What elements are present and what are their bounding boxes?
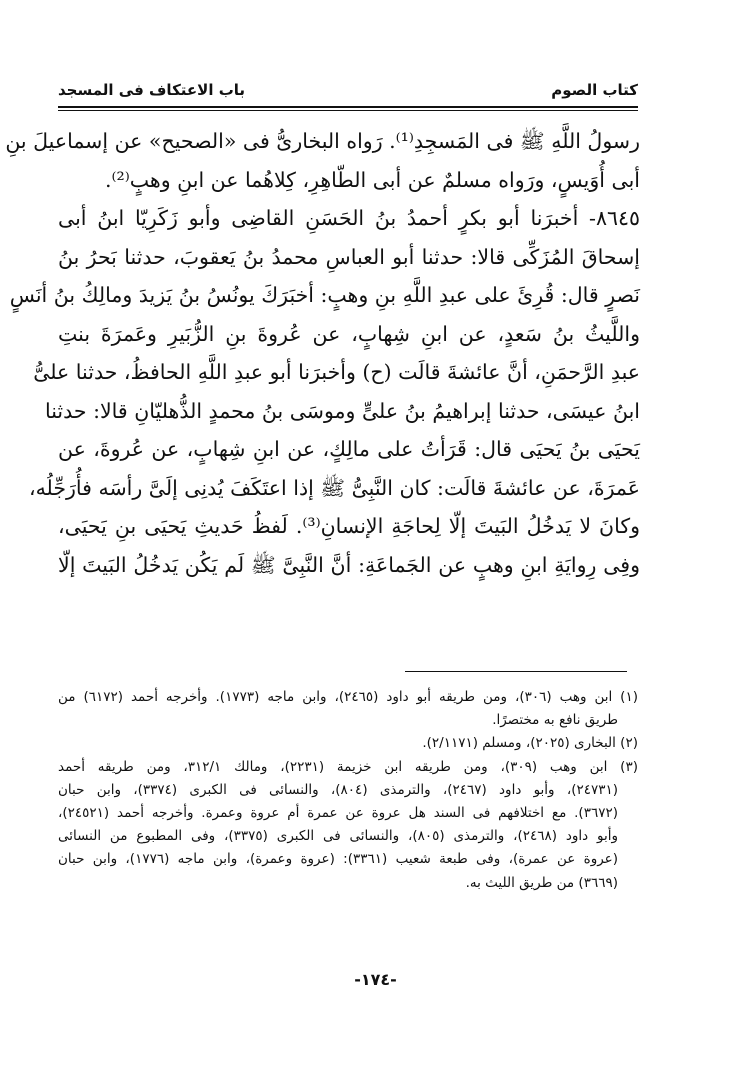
- text-line: ابنُ عيسَى، حدثنا إبراهيمُ بنُ علىٍّ وموسَى بنُ محمدٍ الذُّهليّانِ قالا: حدثنا: [44, 398, 640, 423]
- footnote-line: (١) ابن وهب (٣٠٦)، ومن طريقه أبو داود (٢٤٦٥)، وابن ماجه (١٧٧٣). وأخرجه أحمد (٦١٧٢) من: [58, 689, 638, 705]
- text-line: عَمرَةَ، عن عائشةَ قالَت: كان النَّبِىُّ ﷺ إذا اعتَكَفَ يُدنِى إلَىَّ رأسَه فأُرَجِّلُه،: [28, 475, 640, 500]
- page-number: -١٧٤-: [354, 970, 397, 989]
- footnote-line: (٢٤٧٣١)، وأبو داود (٢٤٦٧)، والترمذى (٨٠٤)، والنسائى فى الكبرى (٣٣٧٤)، وابن حبان: [58, 781, 619, 798]
- text-line: يَحيَى بنُ يَحيَى قال: قَرَأتُ على مالِكٍ، عن ابنِ شِهابٍ، عن عُروةَ، عن: [58, 437, 640, 461]
- hadith-line: ٨٦٤٥- أخبرَنا أبو بكرٍ أحمدُ بنُ الحَسَنِ القاضِى وأبو زَكَرِيّا ابنُ أبى: [58, 206, 640, 230]
- footnote-line: (٣٦٦٩) من طريق الليث به.: [465, 874, 618, 891]
- text-line: وفِى رِوايَةِ ابنِ وهبٍ عن الجَماعَةِ: أنَّ النَّبِىَّ ﷺ لَم يَكُن يَدخُلُ البَيتَ إلّا: [58, 552, 640, 577]
- footnote-separator: [405, 671, 627, 672]
- text-line: رسولُ اللَّهِ ﷺ فى المَسجِدِ⁽¹⁾. رَواه البخارىُّ فى «الصحيح» عن إسماعيلَ بنِ: [5, 129, 640, 153]
- text-line: نَصرٍ قال: قُرِئَ على عبدِ اللَّهِ بنِ وهبٍ: أخبَرَكَ يونُسُ بنُ يَزيدَ ومالِكُ بنُ أنَسٍ: [9, 283, 640, 307]
- footnote-line: طريق نافع به مختصرًا.: [492, 712, 618, 729]
- footnote-line: (٢) البخارى (٢٠٢٥)، ومسلم (٢/١١٧١).: [422, 735, 638, 752]
- header-rule-thin: [58, 110, 638, 111]
- text-line: وكانَ لا يَدخُلُ البَيتَ إلّا لِحاجَةِ الإنسانِ⁽³⁾. لَفظُ حَديثِ يَحيَى بنِ يَحيَى،: [58, 514, 640, 538]
- text-line: عبدِ الرَّحمَنِ، أنَّ عائشةَ قالَت (ح) وأخبرَنا أبو عبدِ اللَّهِ الحافظُ، حدثنا علىُّ: [33, 360, 640, 384]
- footnote-line: (عروة عن عمرة)، وفى طبعة شعيب (٣٣٦١): (عروة وعمرة)، وابن ماجه (١٧٧٦)، وابن حبان: [58, 851, 618, 868]
- footnote-line: (٣٦٧٢). مع اختلافهم فى السند هل عروة عن عمرة أم عروة وعمرة. وأخرجه أحمد (٢٤٥٢١)،: [58, 805, 618, 822]
- header-rule: [58, 106, 638, 108]
- footnotes: [58, 686, 638, 895]
- footnote-line: (٣) ابن وهب (٣٠٩)، ومن طريقه ابن خزيمة (٢٢٣١)، ومالك ٣١٢/١، ومن طريقه أحمد: [58, 758, 638, 775]
- main-text: [5, 122, 640, 584]
- text-line: واللَّيثُ بنُ سَعدٍ، عن ابنِ شِهابٍ، عن عُروةَ بنِ الزُّبَيرِ وعَمرَةَ بنتِ: [58, 321, 640, 346]
- text-line: أبى أُوَيسٍ، ورَواه مسلمٌ عن أبى الطّاهِرِ، كِلاهُما عن ابنِ وهبٍ⁽²⁾.: [104, 167, 640, 192]
- text-line: إسحاقَ المُزَكِّى قالا: حدثنا أبو العباسِ محمدُ بنُ يَعقوبَ، حدثنا بَحرُ بنُ: [58, 244, 640, 269]
- footnote-line: وأبو داود (٢٤٦٨)، والترمذى (٨٠٥)، والنسائى فى الكبرى (٣٣٧٥)، وفى المطبوع من النسائى: [58, 828, 618, 845]
- running-header: [58, 76, 638, 104]
- header-book-title: كتاب الصوم: [551, 81, 638, 99]
- header-chapter-title: باب الاعتكاف فى المسجد: [58, 81, 246, 99]
